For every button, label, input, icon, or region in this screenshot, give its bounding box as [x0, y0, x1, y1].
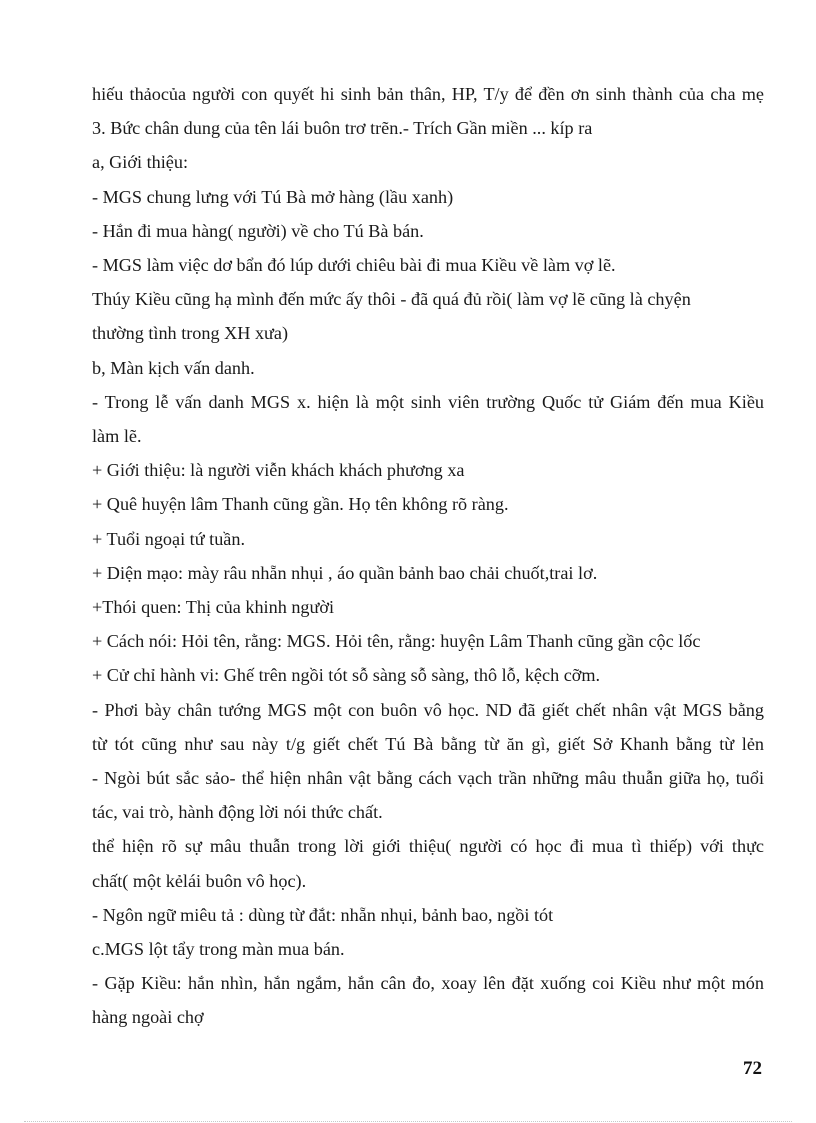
text-line: làm lẽ.: [92, 426, 142, 447]
text-line: + Cách nói: Hỏi tên, rằng: MGS. Hỏi tên, rằng: huyện Lâm Thanh cũng gần cộc lốc: [92, 631, 701, 652]
text-line: - MGS làm việc dơ bẩn đó lúp dưới chiêu bài đi mua Kiều về làm vợ lẽ.: [92, 255, 616, 276]
text-line: - Ngôn ngữ miêu tả : dùng từ đắt: nhẵn nhụi, bảnh bao, ngồi tót: [92, 904, 554, 925]
text-line: thường tình trong XH xưa): [92, 323, 289, 344]
text-line: chất( một kẻlái buôn vô học).: [92, 870, 307, 891]
section-heading: b, Màn kịch vấn danh.: [92, 357, 255, 378]
page-number: 72: [743, 1058, 762, 1079]
text-line: + Giới thiệu: là người viễn khách khách phương xa: [92, 460, 465, 481]
text-line: - Ngòi bút sắc sảo- thể hiện nhân vật bằng cách vạch trần những mâu thuẫn giữa họ, tuổi: [92, 768, 764, 789]
text-line: Thúy Kiều cũng hạ mình đến mức ấy thôi - đã quá đủ rồi( làm vợ lẽ cũng là chyện: [92, 289, 691, 310]
text-line: + Tuổi ngoại tứ tuần.: [92, 528, 246, 549]
text-line: +Thói quen: Thị của khinh người: [92, 597, 335, 618]
text-line: + Cử chỉ hành vi: Ghế trên ngồi tót sỗ sàng sỗ sàng, thô lỗ, kệch cỡm.: [92, 665, 601, 686]
text-line: + Quê huyện lâm Thanh cũng gần. Họ tên không rõ ràng.: [92, 494, 509, 515]
section-heading: a, Giới thiệu:: [92, 152, 188, 173]
document-body: [92, 77, 764, 1035]
text-line: - Gặp Kiều: hắn nhìn, hắn ngắm, hắn cân đo, xoay lên đặt xuống coi Kiều như một món: [92, 973, 764, 994]
text-line: - Hắn đi mua hàng( người) về cho Tú Bà bán.: [92, 220, 424, 241]
text-line: từ tót cũng như sau này t/g giết chết Tú Bà bằng từ ăn gì, giết Sở Khanh bằng từ lẻn: [92, 733, 764, 754]
text-line: hiếu thảocủa người con quyết hi sinh bản thân, HP, T/y để đền ơn sinh thành của cha mẹ: [92, 84, 764, 104]
section-heading: c.MGS lột tẩy trong màn mua bán.: [92, 939, 345, 960]
footer-divider: [24, 1121, 792, 1122]
text-line: 3. Bức chân dung của tên lái buôn trơ trẽn.- Trích Gần miền ... kíp ra: [92, 118, 593, 139]
text-line: hàng ngoài chợ: [92, 1007, 204, 1028]
text-line: - Phơi bày chân tướng MGS một con buôn vô học. ND đã giết chết nhân vật MGS bằng: [92, 699, 764, 720]
text-line: tác, vai trò, hành động lời nói thức chất.: [92, 802, 383, 823]
text-line: thể hiện rõ sự mâu thuẫn trong lời giới thiệu( người có học đi mua tì thiếp) với thực: [92, 836, 764, 857]
text-line: - Trong lễ vấn danh MGS x. hiện là một sinh viên trường Quốc tử Giám đến mua Kiều: [92, 391, 764, 412]
text-line: + Diện mạo: mày râu nhẵn nhụi , áo quần bảnh bao chải chuốt,trai lơ.: [92, 562, 598, 583]
text-line: - MGS chung lưng với Tú Bà mở hàng (lầu xanh): [92, 186, 454, 207]
